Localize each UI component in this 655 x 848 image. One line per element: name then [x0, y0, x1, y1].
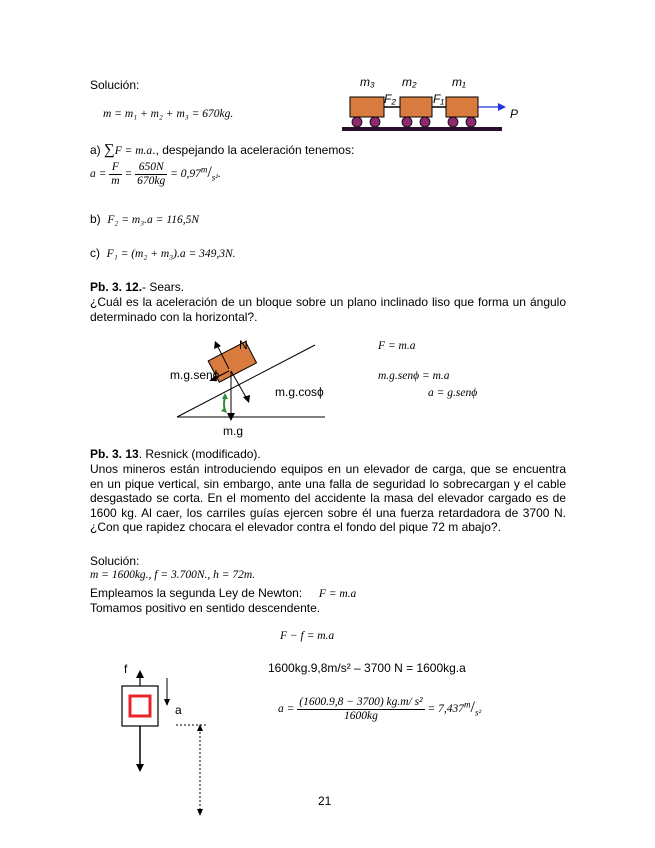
label-p: P	[510, 107, 519, 121]
label-normal: N	[239, 338, 248, 352]
friction-arrowhead	[136, 670, 144, 678]
weight-arrowhead	[136, 764, 144, 772]
pb313-eq-numeric: 1600kg.9,8m/s² – 3700 N = 1600kg.a	[268, 661, 466, 675]
total-mass-equation: m = m₁ + m₂ + m₃ = 670kg.	[103, 108, 234, 120]
pb313-heading: Pb. 3. 13. Resnick (modificado).	[90, 447, 261, 461]
page-number: 21	[318, 794, 332, 808]
solution-label: Solución:	[90, 78, 140, 92]
pb313-eq-forces: F − f = m.a	[280, 630, 335, 642]
wheels	[352, 117, 476, 127]
label-m3: m₃	[360, 75, 375, 89]
label-mg-cos: m.g.cosϕ	[275, 385, 324, 399]
label-mg-sen: m.g.senϕ	[170, 368, 220, 382]
car-m3	[350, 97, 384, 117]
pb312-eq1: F = m.a	[378, 340, 416, 352]
pb312-heading: Pb. 3. 12.- Sears.	[90, 280, 185, 294]
label-mg: m.g	[223, 424, 244, 438]
label-m2: m₂	[402, 75, 417, 89]
pb313-newton-line: Empleamos la segunda Ley de Newton: F = m.a	[90, 586, 357, 600]
part-a-line: a) ∑F = m.a., despejando la aceleración tenemos:	[90, 142, 355, 158]
pb312-eq2: m.g.senϕ = m.a	[378, 370, 450, 382]
pb313-positive-text: Tomamos positivo en sentido descendente.	[90, 601, 321, 615]
car-m1	[446, 97, 478, 117]
part-b-line: b) F₂ = m₃.a = 116,5N	[90, 212, 200, 226]
pb313-acceleration: a = $\frac{\text{(1600.9,8 − 3700) kg.m/ s²}}{1600kg}$ = $7,437^m/_{s^2}$	[278, 696, 482, 722]
label-f2: F₂	[384, 92, 396, 106]
pb313-data-line: m = 1600kg., f = 3.700N., h = 72m.	[90, 569, 256, 581]
label-f1: F₁	[433, 92, 445, 106]
label-m1: m₁	[452, 75, 466, 89]
accel-arrowhead	[164, 699, 170, 706]
pb312-question: ¿Cuál es la aceleración de un bloque sobre un plano inclinado liso que forma un ángulo determinado con la horizontal?.	[90, 295, 566, 324]
incline-diagram	[165, 335, 355, 441]
train-diagram	[338, 72, 528, 136]
label-f: f	[124, 662, 128, 676]
normal-arrowhead	[214, 341, 221, 349]
part-c-line: c) F₁ = (m₂ + m₃).a = 349,3N.	[90, 246, 236, 260]
force-p-arrowhead	[498, 103, 506, 111]
elevator-box	[122, 686, 158, 726]
car-m2	[400, 97, 432, 117]
part-a-acceleration: a = $\frac{F}{m}$ = $\frac{650N}{670kg}$ = $0,97^m/_{s^2}$.	[90, 161, 221, 187]
pb313-body: Unos mineros están introduciendo equipos en un elevador de carga, que se encuentra en un pique vertical, sin embargo, ante una falla de seguridad lo sobrecargan y el cable desgastado se corta. En el momento del accidente la masa del elevador cargado es de 1600 kg. Al caer, los carriles guías ejercen sobre él una fuerza retardadora de 3700 N. ¿Con que rapidez chocara el elevador contra el fondo del pique 72 m abajo?.	[90, 462, 566, 535]
label-a: a	[175, 703, 182, 717]
pb312-eq3: a = g.senϕ	[428, 387, 478, 399]
pb313-solution-label: Solución:	[90, 554, 140, 568]
elevator-diagram	[112, 660, 232, 818]
